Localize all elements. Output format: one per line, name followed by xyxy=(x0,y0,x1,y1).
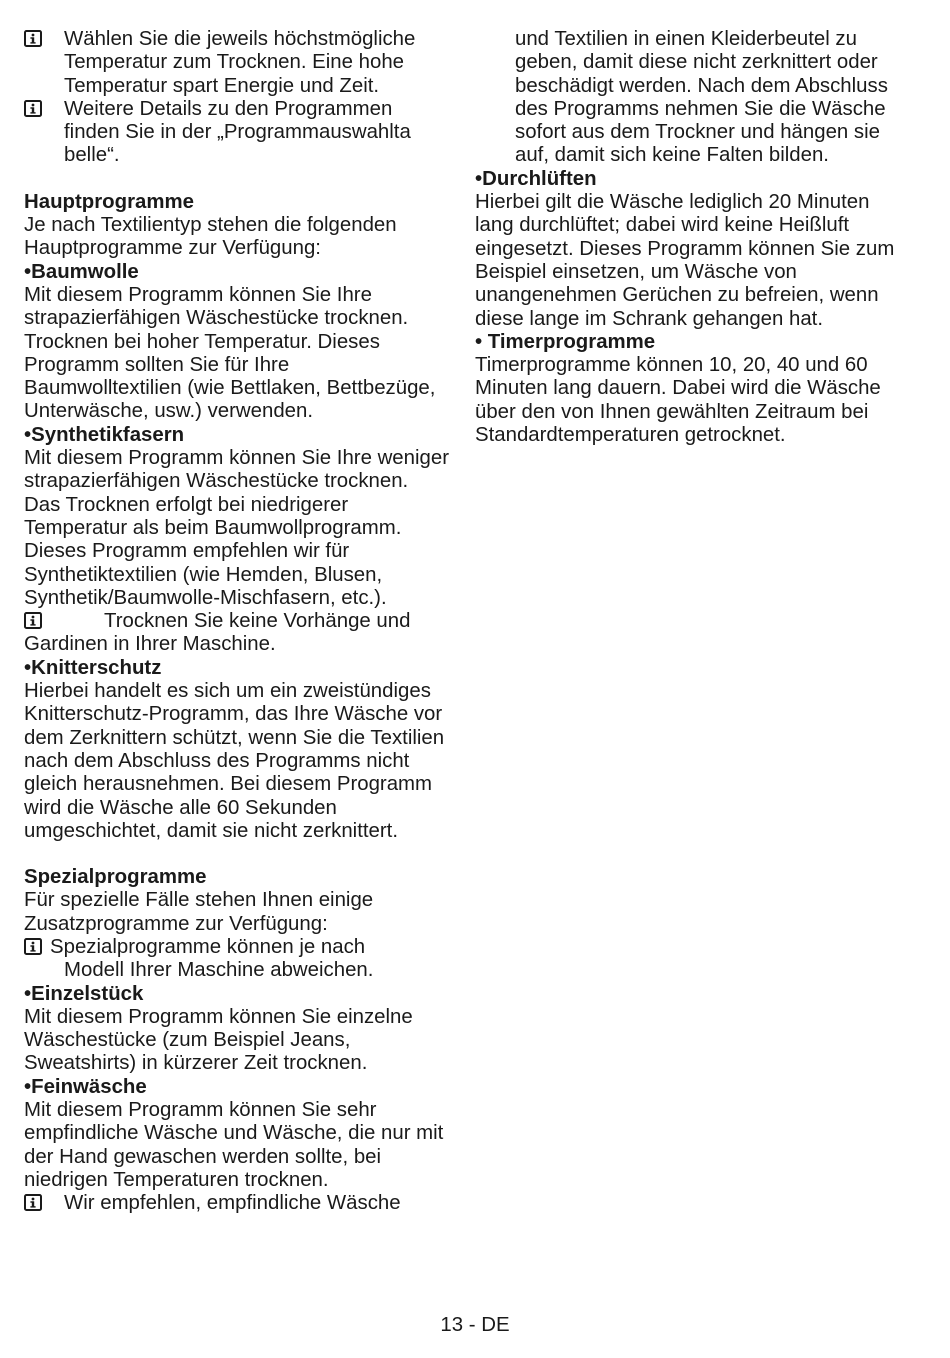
info-icon xyxy=(24,100,42,117)
note-curtains-text: Trocknen Sie keine Vorhänge und Gardinen in Ihrer Maschine. xyxy=(24,610,411,656)
program-heading-feinwaesche: •Feinwäsche xyxy=(24,1075,147,1098)
program-text-baumwolle: Mit diesem Programm können Sie Ihre strapazierfähigen Wäschestücke trocknen. Trocknen bei hoher Temperatur. Dieses Programm sollten Sie für Ihre Baumwolltextilien (wie Bettlaken, Bettbezüge, Unterwäsche, usw.) verwenden. xyxy=(24,283,436,423)
info-icon xyxy=(24,938,42,955)
note-program-details-text: Weitere Details zu den Programmen finden Sie in der „Programmauswahlta belle“. xyxy=(64,97,411,167)
note-special-programs-text: Spezialprogramme können je nach xyxy=(50,935,366,958)
left-column xyxy=(24,28,449,1216)
section-heading-spezialprogramme: Spezialprogramme xyxy=(24,866,207,889)
info-icon xyxy=(24,612,42,629)
program-text-durchlueften: Hierbei gilt die Wäsche lediglich 20 Minuten lang durchlüftet; dabei wird keine Heißluft eingesetzt. Dieses Programm können Sie zum Beispiel einsetzen, um Wäsche von unangenehmen Gerüchen zu befreien, wenn diese lange im Schrank gehangen hat. xyxy=(475,191,895,330)
spezialprogramme-intro: Für spezielle Fälle stehen Ihnen einige Zusatzprogramme zur Verfügung: xyxy=(24,889,374,935)
program-heading-durchlueften: •Durchlüften xyxy=(475,167,597,190)
page-number: 13 - DE xyxy=(440,1314,510,1336)
section-heading-hauptprogramme: Hauptprogramme xyxy=(24,190,194,213)
info-icon xyxy=(24,1194,42,1211)
note-program-details xyxy=(24,98,449,168)
program-heading-baumwolle: •Baumwolle xyxy=(24,260,139,283)
note-delicate-laundry-continued: und Textilien in einen Kleiderbeutel zu geben, damit diese nicht zerknittert oder beschädigt werden. Nach dem Abschluss des Programms nehmen Sie die Wäsche sofort aus dem Trockner und hängen sie auf, damit sich keine Falten bilden. xyxy=(515,28,888,167)
note-temperature-text: Wählen Sie die jeweils höchstmögliche Temperatur zum Trocknen. Eine hohe Temperatur spart Energie und Zeit. xyxy=(64,28,416,97)
note-special-programs-continued: Modell Ihrer Maschine abweichen. xyxy=(64,959,374,982)
hauptprogramme-intro: Je nach Textilientyp stehen die folgenden Hauptprogramme zur Verfügung: xyxy=(24,214,397,260)
info-icon xyxy=(24,30,42,47)
note-temperature xyxy=(24,28,449,98)
program-text-timer: Timerprogramme können 10, 20, 40 und 60 Minuten lang dauern. Dabei wird die Wäsche über den von Ihnen gewählten Zeitraum bei Standardtemperaturen getrocknet. xyxy=(475,354,881,447)
program-heading-timer: • Timerprogramme xyxy=(475,330,656,353)
note-delicate-laundry xyxy=(24,1192,449,1215)
program-text-knitterschutz: Hierbei handelt es sich um ein zweistündiges Knitterschutz-Programm, das Ihre Wäsche vor dem Zerknittern schützt, wenn Sie die Textilien nach dem Abschluss des Programms nicht gleich herausnehmen. Bei diesem Programm wird die Wäsche alle 60 Sekunden umgeschichtet, damit sie nicht zerknittert. xyxy=(24,680,445,842)
program-text-einzelstueck: Mit diesem Programm können Sie einzelne Wäschestücke (zum Beispiel Jeans, Sweatshirts) in kürzerer Zeit trocknen. xyxy=(24,1005,413,1075)
program-heading-knitterschutz: •Knitterschutz xyxy=(24,656,162,679)
note-curtains xyxy=(24,610,449,657)
right-column xyxy=(475,28,900,447)
program-heading-einzelstueck: •Einzelstück xyxy=(24,982,144,1005)
note-delicate-laundry-text: Wir empfehlen, empfindliche Wäsche xyxy=(64,1192,401,1215)
program-text-synthetik: Mit diesem Programm können Sie Ihre weniger strapazierfähigen Wäschestücke trocknen. Das Trocknen erfolgt bei niedrigerer Temperatur als beim Baumwollprogramm. Dieses Programm empfehlen wir für Synthetiktextilien (wie Hemden, Blusen, Synthetik/Baumwolle-Mischfasern, etc.). xyxy=(24,447,449,609)
program-heading-synthetik: •Synthetikfasern xyxy=(24,423,185,446)
program-text-feinwaesche: Mit diesem Programm können Sie sehr empfindliche Wäsche und Wäsche, die nur mit der Hand gewaschen werden sollte, bei niedrigen Temperaturen trocknen. xyxy=(24,1099,444,1191)
note-special-programs xyxy=(24,936,449,959)
